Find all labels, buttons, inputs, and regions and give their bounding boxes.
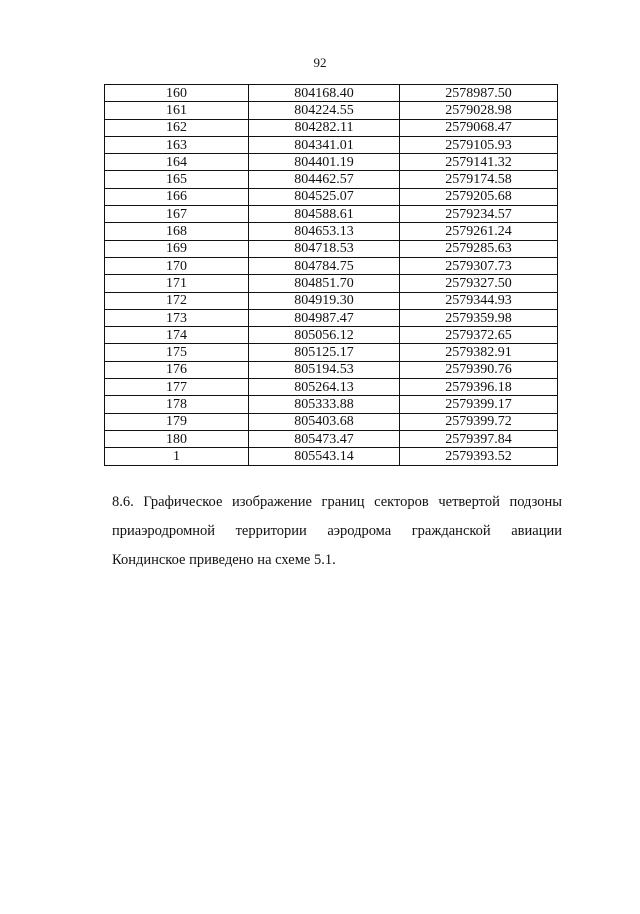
point-number-cell: 163 bbox=[105, 136, 249, 153]
x-coordinate-cell: 804282.11 bbox=[249, 119, 400, 136]
table-row bbox=[105, 396, 558, 413]
point-number-cell: 166 bbox=[105, 188, 249, 205]
y-coordinate-cell: 2579399.17 bbox=[400, 396, 558, 413]
x-coordinate-cell: 805403.68 bbox=[249, 413, 400, 430]
table-row bbox=[105, 119, 558, 136]
point-number-cell: 172 bbox=[105, 292, 249, 309]
table-row bbox=[105, 102, 558, 119]
table-row bbox=[105, 309, 558, 326]
point-number-cell: 178 bbox=[105, 396, 249, 413]
x-coordinate-cell: 804224.55 bbox=[249, 102, 400, 119]
point-number-cell: 179 bbox=[105, 413, 249, 430]
y-coordinate-cell: 2579285.63 bbox=[400, 240, 558, 257]
table-row bbox=[105, 448, 558, 465]
x-coordinate-cell: 805264.13 bbox=[249, 379, 400, 396]
table-row bbox=[105, 240, 558, 257]
table-row bbox=[105, 206, 558, 223]
x-coordinate-cell: 805333.88 bbox=[249, 396, 400, 413]
y-coordinate-cell: 2579261.24 bbox=[400, 223, 558, 240]
x-coordinate-cell: 804525.07 bbox=[249, 188, 400, 205]
point-number-cell: 161 bbox=[105, 102, 249, 119]
y-coordinate-cell: 2579307.73 bbox=[400, 257, 558, 274]
x-coordinate-cell: 804168.40 bbox=[249, 85, 400, 102]
y-coordinate-cell: 2579344.93 bbox=[400, 292, 558, 309]
y-coordinate-cell: 2579028.98 bbox=[400, 102, 558, 119]
x-coordinate-cell: 804851.70 bbox=[249, 275, 400, 292]
point-number-cell: 169 bbox=[105, 240, 249, 257]
y-coordinate-cell: 2579397.84 bbox=[400, 430, 558, 447]
x-coordinate-cell: 804341.01 bbox=[249, 136, 400, 153]
point-number-cell: 170 bbox=[105, 257, 249, 274]
table-row bbox=[105, 223, 558, 240]
x-coordinate-cell: 805125.17 bbox=[249, 344, 400, 361]
y-coordinate-cell: 2579359.98 bbox=[400, 309, 558, 326]
y-coordinate-cell: 2579234.57 bbox=[400, 206, 558, 223]
x-coordinate-cell: 804987.47 bbox=[249, 309, 400, 326]
y-coordinate-cell: 2579205.68 bbox=[400, 188, 558, 205]
x-coordinate-cell: 804919.30 bbox=[249, 292, 400, 309]
point-number-cell: 174 bbox=[105, 327, 249, 344]
point-number-cell: 167 bbox=[105, 206, 249, 223]
y-coordinate-cell: 2579105.93 bbox=[400, 136, 558, 153]
page-number: 92 bbox=[313, 55, 327, 70]
x-coordinate-cell: 804718.53 bbox=[249, 240, 400, 257]
point-number-cell: 180 bbox=[105, 430, 249, 447]
y-coordinate-cell: 2579141.32 bbox=[400, 154, 558, 171]
coordinates-table bbox=[104, 84, 558, 466]
x-coordinate-cell: 804588.61 bbox=[249, 206, 400, 223]
point-number-cell: 165 bbox=[105, 171, 249, 188]
table-row bbox=[105, 154, 558, 171]
table-row bbox=[105, 171, 558, 188]
table-row bbox=[105, 188, 558, 205]
table-row bbox=[105, 257, 558, 274]
table-row bbox=[105, 430, 558, 447]
point-number-cell: 175 bbox=[105, 344, 249, 361]
table-row bbox=[105, 361, 558, 378]
y-coordinate-cell: 2579393.52 bbox=[400, 448, 558, 465]
point-number-cell: 173 bbox=[105, 309, 249, 326]
y-coordinate-cell: 2579396.18 bbox=[400, 379, 558, 396]
point-number-cell: 160 bbox=[105, 85, 249, 102]
x-coordinate-cell: 804784.75 bbox=[249, 257, 400, 274]
point-number-cell: 162 bbox=[105, 119, 249, 136]
point-number-cell: 1 bbox=[105, 448, 249, 465]
section-paragraph: 8.6. Графическое изображение границ секторов четвертой подзоны приаэродромной территории аэродрома гражданской авиации Кондинское приведено на схеме 5.1. bbox=[112, 494, 562, 568]
x-coordinate-cell: 804462.57 bbox=[249, 171, 400, 188]
point-number-cell: 164 bbox=[105, 154, 249, 171]
x-coordinate-cell: 804401.19 bbox=[249, 154, 400, 171]
y-coordinate-cell: 2579327.50 bbox=[400, 275, 558, 292]
y-coordinate-cell: 2579174.58 bbox=[400, 171, 558, 188]
table-row bbox=[105, 379, 558, 396]
y-coordinate-cell: 2579390.76 bbox=[400, 361, 558, 378]
table-row bbox=[105, 136, 558, 153]
table-row bbox=[105, 292, 558, 309]
x-coordinate-cell: 804653.13 bbox=[249, 223, 400, 240]
x-coordinate-cell: 805194.53 bbox=[249, 361, 400, 378]
y-coordinate-cell: 2578987.50 bbox=[400, 85, 558, 102]
table-row bbox=[105, 413, 558, 430]
point-number-cell: 168 bbox=[105, 223, 249, 240]
x-coordinate-cell: 805543.14 bbox=[249, 448, 400, 465]
x-coordinate-cell: 805473.47 bbox=[249, 430, 400, 447]
y-coordinate-cell: 2579372.65 bbox=[400, 327, 558, 344]
table-row bbox=[105, 344, 558, 361]
table-row bbox=[105, 85, 558, 102]
table-row bbox=[105, 327, 558, 344]
coordinates-table-body bbox=[105, 85, 558, 466]
x-coordinate-cell: 805056.12 bbox=[249, 327, 400, 344]
y-coordinate-cell: 2579399.72 bbox=[400, 413, 558, 430]
y-coordinate-cell: 2579068.47 bbox=[400, 119, 558, 136]
point-number-cell: 177 bbox=[105, 379, 249, 396]
table-row bbox=[105, 275, 558, 292]
point-number-cell: 171 bbox=[105, 275, 249, 292]
point-number-cell: 176 bbox=[105, 361, 249, 378]
y-coordinate-cell: 2579382.91 bbox=[400, 344, 558, 361]
